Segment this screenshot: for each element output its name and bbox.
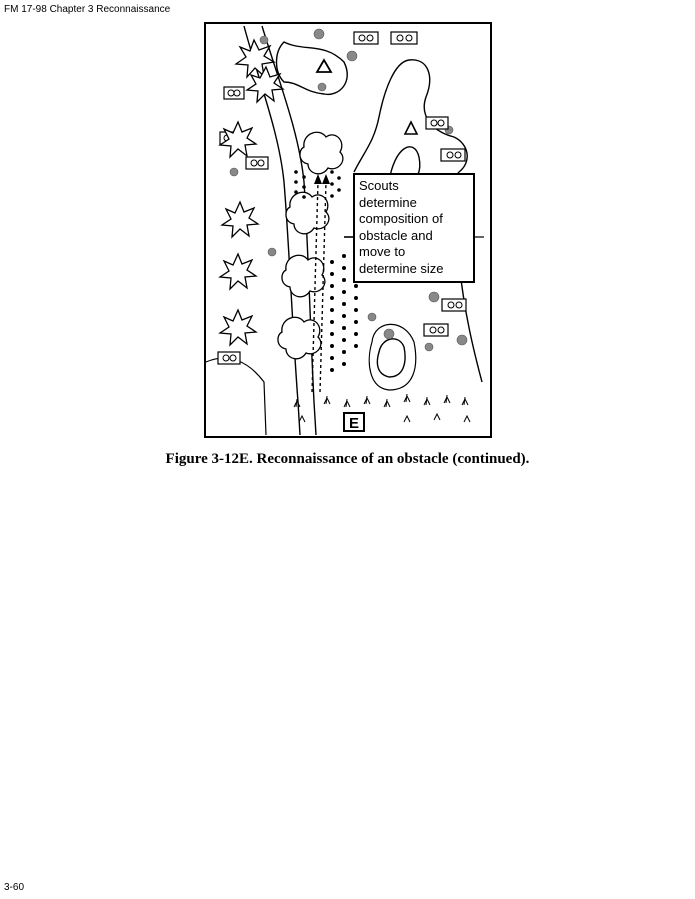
callout-text: Scouts determine composition of obstacle and move to determine size: [359, 178, 444, 276]
running-header: FM 17-98 Chapter 3 Reconnaissance: [4, 4, 171, 15]
engagement-area-label: E: [348, 415, 360, 432]
page-number: 3-60: [4, 882, 25, 893]
figure-caption: Figure 3-12E. Reconnaissance of an obstacle (continued).: [165, 451, 530, 467]
obstacle-reconnaissance-figure: [204, 22, 492, 438]
